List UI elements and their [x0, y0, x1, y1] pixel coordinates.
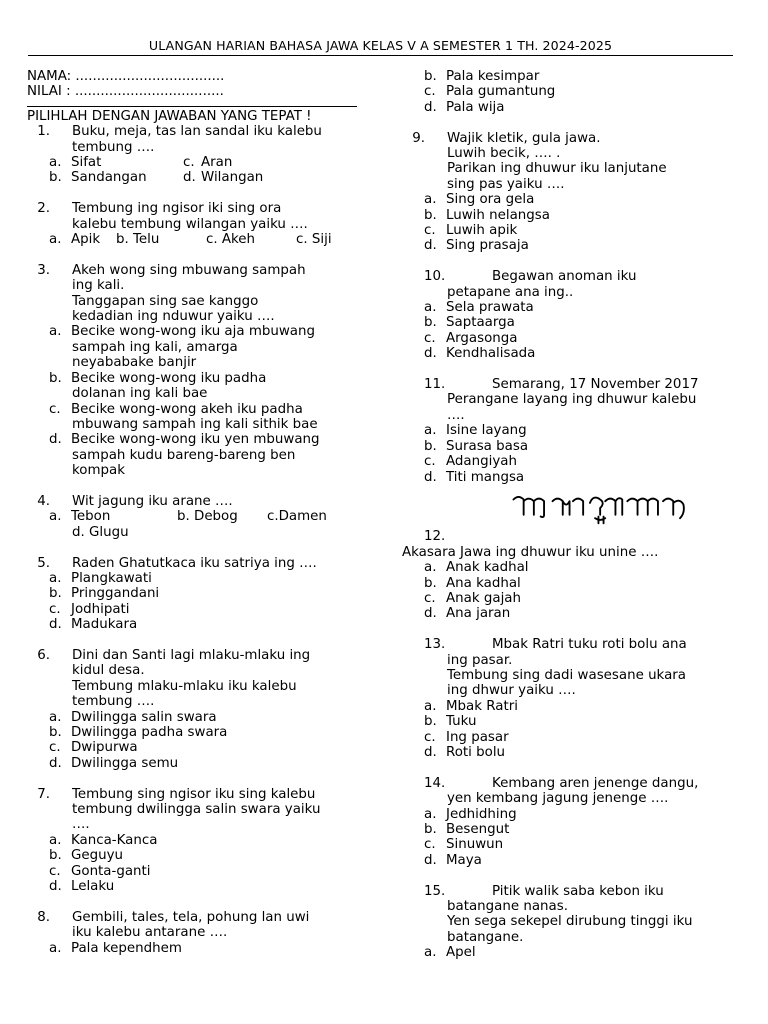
option-row: [402, 560, 742, 575]
question-text: Perangane layang ing dhuwur kalebu: [447, 392, 697, 408]
option-text: Kendhalisada: [446, 346, 536, 362]
option-text: sampah ing kali, amarga: [72, 339, 238, 355]
option-row: [402, 69, 742, 84]
option-row: [27, 586, 372, 601]
option-row: [27, 170, 372, 185]
option-row: [402, 591, 742, 606]
question-text: tembung ….: [72, 694, 155, 710]
option-letter: a.: [49, 570, 62, 586]
option-letter: c.: [424, 837, 436, 853]
option-row: [402, 84, 742, 99]
option-row: [402, 300, 742, 315]
option-row: [402, 439, 742, 454]
option-text: Dwilingga salin swara: [71, 709, 217, 725]
question-number: 9.: [412, 130, 425, 146]
option-row: [402, 945, 742, 960]
option-text: Tuku: [446, 714, 477, 730]
question-text: ing dhwur yaiku ….: [447, 683, 576, 699]
option-text: Pala kependhem: [71, 940, 182, 956]
option-text: Dwilingga semu: [71, 755, 179, 771]
question-4: [27, 494, 372, 540]
option-letter: c.: [49, 740, 61, 756]
option-row: [27, 833, 372, 848]
option-text: c.Damen: [267, 509, 327, 525]
question-text: Wajik kletik, gula jawa.: [447, 130, 601, 146]
option-row: [27, 602, 372, 617]
option-text: Ana jaran: [446, 606, 511, 622]
option-letter: b.: [49, 848, 62, 864]
question-text: Pitik walik saba kebon iku: [492, 883, 664, 899]
question-6: [27, 648, 372, 771]
question-10: [402, 269, 742, 361]
question-text: Gembili, tales, tela, pohung lan uwi: [72, 909, 310, 925]
question-11: [402, 377, 742, 485]
option-text: Jodhipati: [71, 601, 130, 617]
question-number: 8.: [37, 909, 50, 925]
question-number: 5.: [37, 555, 50, 571]
option-row: [402, 714, 742, 729]
option-text: d. Glugu: [72, 524, 129, 540]
option-text: Mbak Ratri: [446, 698, 518, 714]
option-text: Apik: [71, 232, 101, 248]
question-text: ing pasar.: [447, 652, 513, 668]
option-text: Becike wong-wong iku aja mbuwang: [71, 324, 315, 340]
javanese-script-image: [494, 491, 708, 525]
option-text: Becike wong-wong iku yen mbuwang: [71, 432, 320, 448]
question-text: Tembung mlaku-mlaku iku kalebu: [72, 678, 297, 694]
option-letter: d.: [49, 879, 62, 895]
option-letter: c.: [424, 84, 436, 100]
option-text: Titi mangsa: [446, 469, 525, 485]
question-number: 12.: [424, 529, 446, 545]
question-text: Begawan anoman iku: [492, 269, 637, 285]
option-letter: d.: [424, 606, 437, 622]
document-title: ULANGAN HARIAN BAHASA JAWA KELAS V A SEMESTER 1 TH. 2024-2025: [148, 38, 613, 53]
question-text: Wit jagung iku arane ….: [72, 493, 233, 509]
option-letter: c.: [49, 401, 61, 417]
option-text: Sing ora gela: [446, 192, 535, 208]
question-15: [402, 884, 742, 961]
option-row: [402, 346, 742, 361]
option-letter: d.: [424, 346, 437, 362]
option-letter: b.: [424, 822, 437, 838]
option-letter: d.: [183, 170, 196, 186]
option-text: kompak: [72, 463, 125, 479]
option-letter: b.: [49, 724, 62, 740]
question-text: Tembung sing ngisor iku sing kalebu: [72, 786, 316, 802]
question-number: 3.: [37, 262, 50, 278]
question-text: Akeh wong sing mbuwang sampah: [72, 262, 306, 278]
question-text: tembung ….: [72, 139, 155, 155]
question-text: ing kali.: [72, 278, 125, 294]
option-letter: c.: [424, 330, 436, 346]
identity-divider: [27, 106, 357, 107]
option-text: Isine layang: [446, 423, 527, 439]
option-text: b. Debog: [177, 509, 238, 525]
option-text: Pala gumantung: [446, 84, 556, 100]
option-row: [27, 617, 372, 632]
option-letter: c.: [49, 863, 61, 879]
question-text: Buku, meja, tas lan sandal iku kalebu: [72, 124, 322, 140]
question-12: [402, 485, 742, 622]
option-letter: a.: [424, 192, 437, 208]
option-letter: a.: [424, 698, 437, 714]
option-text: Sela prawata: [446, 300, 534, 316]
option-row: [27, 879, 372, 894]
option-text: Anak gajah: [446, 590, 521, 606]
question-9: [402, 131, 742, 254]
option-letter: b.: [424, 438, 437, 454]
score-field: NILAI : ...................................: [27, 84, 224, 100]
option-letter: a.: [49, 155, 62, 171]
option-letter: a.: [49, 232, 62, 248]
option-letter: c.: [183, 155, 195, 171]
option-row: [27, 740, 372, 755]
option-text: Apel: [446, 945, 476, 961]
option-row: [402, 853, 742, 868]
option-row: [27, 710, 372, 725]
option-row: [402, 100, 742, 115]
option-letter: c.: [424, 590, 436, 606]
question-2: [27, 201, 372, 247]
option-row: [27, 848, 372, 863]
option-row: [27, 864, 372, 879]
option-letter: a.: [424, 945, 437, 961]
question-text: kidul desa.: [72, 663, 145, 679]
option-text: Ing pasar: [446, 729, 509, 745]
question-text: Akasara Jawa ing dhuwur iku unine ….: [402, 544, 659, 560]
option-text: Argasonga: [446, 330, 518, 346]
option-row: [402, 315, 742, 330]
option-row: [27, 509, 372, 524]
option-row: [402, 576, 742, 591]
question-text: ….: [447, 407, 465, 423]
question-text: sing pas yaiku ….: [447, 176, 565, 192]
option-text: Tebon: [71, 509, 111, 525]
option-text: Becike wong-wong iku padha: [71, 370, 267, 386]
option-letter: d.: [424, 745, 437, 760]
question-text: Yen sega sekepel dirubung tinggi iku: [447, 914, 693, 930]
option-letter: d.: [424, 99, 437, 115]
option-letter: b.: [424, 575, 437, 591]
option-row: [27, 371, 372, 386]
option-row: [27, 232, 372, 247]
option-text: Gonta-ganti: [71, 863, 151, 879]
option-row: [402, 238, 742, 253]
question-text: Tembung ing ngisor iki sing ora: [72, 201, 282, 217]
option-row: [402, 208, 742, 223]
option-letter: a.: [424, 300, 437, 316]
question-number: 13.: [424, 637, 446, 653]
option-letter: d.: [424, 852, 437, 868]
option-letter: a.: [424, 806, 437, 822]
option-text: Pala kesimpar: [446, 69, 540, 84]
question-number: 14.: [424, 775, 446, 791]
title-divider: [28, 55, 733, 56]
question-5: [27, 556, 372, 633]
option-row: [27, 756, 372, 771]
question-text: Kembang aren jenenge dangu,: [492, 775, 699, 791]
option-letter: d.: [424, 469, 437, 485]
option-letter: b.: [49, 170, 62, 186]
name-field: NAMA: ...................................: [27, 69, 225, 84]
option-row: [27, 402, 372, 417]
question-text: tembung dwilingga salin swara yaiku: [72, 802, 321, 817]
option-row: [402, 730, 742, 745]
option-letter: a.: [49, 324, 62, 340]
question-7: [27, 787, 372, 895]
question-text: Dini dan Santi lagi mlaku-mlaku ing: [72, 647, 311, 663]
option-row: [402, 807, 742, 822]
option-text: Luwih apik: [446, 223, 518, 239]
question-text: Parikan ing dhuwur iku lanjutane: [447, 161, 667, 177]
option-text: Sandangan: [71, 170, 147, 186]
option-letter: c.: [424, 729, 436, 745]
option-text: Dwipurwa: [71, 740, 138, 756]
option-text: mbuwang sampah ing kali sithik bae: [72, 416, 318, 432]
option-text: Geguyu: [71, 848, 124, 864]
option-row: [402, 837, 742, 852]
option-row: [402, 822, 742, 837]
option-text: Madukara: [71, 617, 138, 633]
option-row: [27, 324, 372, 339]
question-text: ….: [72, 817, 90, 833]
question-text: Luwih becik, …. .: [447, 146, 561, 162]
option-letter: b.: [424, 69, 437, 84]
option-letter: a.: [49, 509, 62, 525]
question-text: iku kalebu antarane ….: [72, 925, 228, 941]
question-8-continued: [402, 69, 742, 115]
option-text: Jedhidhing: [446, 806, 517, 822]
option-text: Besengut: [446, 822, 510, 838]
option-row: [402, 223, 742, 238]
option-letter: c.: [49, 601, 61, 617]
option-text: Saptaarga: [446, 315, 515, 331]
option-row: [402, 331, 742, 346]
question-number: 10.: [424, 269, 446, 285]
option-text: Anak kadhal: [446, 560, 529, 576]
option-letter: c.: [424, 454, 436, 470]
option-letter: b.: [49, 370, 62, 386]
option-text: Pringgandani: [71, 586, 160, 602]
option-text: c. Siji: [296, 232, 332, 248]
option-row: [402, 699, 742, 714]
instruction-text: PILIHLAH DENGAN JAWABAN YANG TEPAT !: [27, 108, 312, 124]
option-letter: b.: [49, 586, 62, 602]
question-text: Tanggapan sing sae kanggo: [72, 293, 259, 309]
option-text: b. Telu: [116, 232, 160, 248]
question-text: Tembung sing dadi wasesane ukara: [447, 667, 686, 683]
option-letter: d.: [49, 755, 62, 771]
question-number: 7.: [37, 786, 50, 802]
option-letter: d.: [49, 432, 62, 448]
option-row: [27, 725, 372, 740]
option-text: Surasa basa: [446, 438, 529, 454]
option-text: Wilangan: [201, 170, 264, 186]
option-letter: a.: [424, 560, 437, 576]
question-number: 6.: [37, 647, 50, 663]
option-text: sampah kudu bareng-bareng ben: [72, 447, 296, 463]
question-number: 4.: [37, 493, 50, 509]
option-row: [402, 454, 742, 469]
option-text: Luwih nelangsa: [446, 207, 550, 223]
question-number: 11.: [424, 377, 446, 393]
option-text: neyababake banjir: [72, 355, 197, 371]
option-row: [27, 571, 372, 586]
question-text: kalebu tembung wilangan yaiku ….: [72, 216, 308, 232]
option-text: Lelaku: [71, 879, 115, 895]
option-text: Plangkawati: [71, 570, 152, 586]
option-text: Dwilingga padha swara: [71, 724, 228, 740]
option-letter: b.: [424, 207, 437, 223]
question-text: batangane nanas.: [447, 899, 568, 915]
option-text: Ana kadhal: [446, 575, 521, 591]
question-text: Raden Ghatutkaca iku satriya ing ….: [72, 555, 317, 571]
option-row: [27, 432, 372, 447]
question-13: [402, 637, 742, 760]
option-text: Roti bolu: [446, 745, 506, 760]
option-letter: a.: [49, 940, 62, 956]
question-14: [402, 776, 742, 868]
option-text: Becike wong-wong akeh iku padha: [71, 401, 303, 417]
option-letter: c.: [424, 223, 436, 239]
right-column: [402, 69, 742, 961]
option-row: [27, 155, 372, 170]
option-row: [27, 941, 372, 956]
option-letter: a.: [49, 709, 62, 725]
option-text: Adangiyah: [446, 454, 517, 470]
option-letter: b.: [424, 714, 437, 730]
option-letter: a.: [424, 423, 437, 439]
option-row: [402, 745, 742, 760]
question-text: yen kembang jagung jenenge ….: [447, 791, 669, 807]
option-text: Sinuwun: [446, 837, 504, 853]
option-letter: b.: [424, 315, 437, 331]
option-text: c. Akeh: [206, 232, 256, 248]
option-text: Sifat: [71, 155, 102, 171]
question-1: [27, 124, 372, 186]
question-number: 1.: [37, 124, 50, 140]
option-text: Kanca-Kanca: [71, 832, 158, 848]
left-column: [27, 69, 372, 956]
option-letter: a.: [49, 832, 62, 848]
question-text: petapane ana ing..: [447, 284, 574, 300]
option-text: Aran: [201, 155, 233, 171]
option-text: Maya: [446, 852, 482, 868]
question-text: Semarang, 17 November 2017: [492, 377, 699, 393]
option-text: dolanan ing kali bae: [72, 386, 208, 402]
question-number: 2.: [37, 201, 50, 217]
question-text: batangane.: [447, 929, 524, 945]
option-row: [402, 192, 742, 207]
option-text: Pala wija: [446, 99, 505, 115]
question-3: [27, 263, 372, 479]
option-text: Sing prasaja: [446, 238, 529, 254]
question-text: Mbak Ratri tuku roti bolu ana: [492, 637, 687, 653]
option-row: [402, 606, 742, 621]
option-row: [402, 470, 742, 485]
question-number: 15.: [424, 883, 446, 899]
option-row: [402, 423, 742, 438]
question-text: kedadian ing nduwur yaiku ….: [72, 309, 275, 325]
question-8: [27, 910, 372, 956]
option-letter: d.: [49, 617, 62, 633]
option-letter: d.: [424, 238, 437, 254]
